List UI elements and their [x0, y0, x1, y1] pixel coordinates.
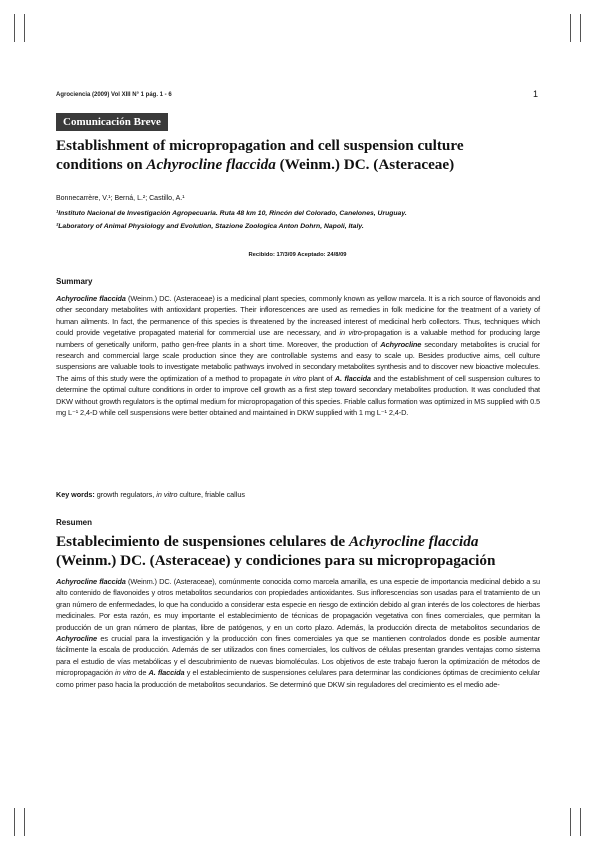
journal-header: Agrociencia (2009) Vol XIII N° 1 pág. 1 - 6	[56, 92, 172, 98]
keywords-pre: growth regulators,	[94, 490, 157, 499]
spanish-title-pre: Establecimiento de suspensiones celulares de	[56, 533, 349, 550]
crop-mark-bottom-right-v	[570, 808, 571, 836]
affiliation-2: ²Laboratory of Animal Physiology and Evolution, Stazione Zoologica Anton Dohrn, Napoli, Italy.	[56, 223, 364, 230]
spanish-title	[56, 532, 542, 570]
summary-text-4: plant of	[306, 373, 335, 383]
resumen-text-3: de	[136, 668, 149, 678]
title-post: (Weinm.) DC. (Asteraceae)	[275, 156, 455, 173]
affiliation-1: ¹Instituto Nacional de Investigación Agropecuaria. Ruta 48 km 10, Rincón del Colorado, Canelones, Uruguay.	[56, 210, 407, 217]
summary-text-2: -propagation is a valuable method for producing large numbers of genetically uniform, patho gen-free plants in a short time. Moreover, the production of	[56, 328, 540, 349]
crop-mark-top-left-v	[14, 14, 15, 42]
keywords-invitro: in vitro	[156, 490, 178, 499]
summary-heading: Summary	[56, 277, 93, 286]
crop-mark-top-right-v	[570, 14, 571, 42]
summary-text-1: (Weinm.) DC. (Asteraceae) is a medicinal plant species, commonly known as yellow marcela. It is a rich source of flavonoids and other secondary metabolites with antioxidant properties. Their inflorescences are used as remedies in folk medicine for the treatment of a variety of human ailments. In fact, the permanence of this species is threatened by the increased interest of medicinal herb collectors. Thus, techniques which could provide vegetative propagated material for commercial use are necessary, and	[56, 294, 540, 338]
received-accepted-dates: Recibido: 17/3/09 Aceptado: 24/8/09	[248, 252, 347, 258]
title-line-1: Establishment of micropropagation and cell suspension culture	[56, 137, 464, 154]
summary-invitro-1: in vitro	[339, 328, 362, 338]
crop-mark-bottom-left-v	[14, 808, 15, 836]
summary-text-3: secondary metabolites is crucial for research and commercial large scale production since they are controllable systems and easy to scale up. Besides productive aims, cell culture suspensions are valuable tools to investigate metabolic pathways involved in secondary metabolites synthesis and to discover new bioactive molecules. The aims of this study were the optimization of a method to propagate	[56, 339, 540, 383]
crop-mark-top-right-v2	[580, 14, 581, 42]
resumen-abbrev-species: A. flaccida	[148, 668, 185, 678]
resumen-species: Achyrocline flaccida	[56, 577, 126, 586]
article-type-badge: Comunicación Breve	[56, 113, 168, 131]
resumen-heading: Resumen	[56, 518, 93, 527]
resumen-paragraph	[56, 576, 540, 690]
summary-text-5: and the establishment of cell suspension cultures to determine the optimal culture conditions in order to improve cell growth as a first step toward secondary metabolites production. It was concluded that DKW without growth regulators is the optimal medium for micropropagation of this species. Friable callus formation was optimized in MS supplied with 0.5 mg L⁻¹ 2,4-D while cell suspensions were better obtained and maintained in DKW supplied with 1 mg L⁻¹ 2,4-D.	[56, 373, 540, 418]
resumen-invitro: in vitro	[115, 668, 137, 678]
crop-mark-bottom-left-v2	[24, 808, 25, 836]
crop-mark-top-left-v2	[24, 14, 25, 42]
spanish-title-species: Achyrocline flaccida	[348, 533, 479, 550]
title-line-2	[56, 155, 542, 174]
title-pre: conditions on	[56, 156, 147, 173]
title-species: Achyrocline flaccida	[146, 156, 276, 173]
page-number: 1	[532, 89, 538, 99]
article-title	[56, 136, 542, 174]
summary-abbrev-species: A. flaccida	[334, 373, 371, 383]
crop-mark-bottom-right-v2	[580, 808, 581, 836]
authors: Bonnecarrère, V.¹; Berná, L.²; Castillo, A.¹	[56, 195, 185, 202]
summary-species: Achyrocline flaccida	[56, 294, 126, 303]
resumen-genus: Achyrocline	[56, 634, 97, 644]
spanish-title-post: (Weinm.) DC. (Asteraceae) y condiciones para su micropropagación	[56, 552, 496, 569]
keywords-post: culture, friable callus	[177, 490, 245, 499]
summary-genus: Achyrocline	[380, 339, 422, 349]
summary-paragraph	[56, 293, 540, 418]
resumen-text-1: (Weinm.) DC. (Asteraceae), comúnmente conocida como marcela amarilla, es una especie de importancia medicinal debido a su alto contenido de flavonoides y otros metabolitos secundarios con propiedades antioxidantes. Sus inflorescencias son usadas para el tratamiento de un gran número de enfermedades, lo que ha conducido a considerar esta especie en riesgo de extinción debido al gran interés de los colectores de hierbas medicinales. Por esta razón, es muy importante el establecimiento de técnicas de propagación vegetativa con fines comerciales, que permitan la producción de un gran número de plantas, libre de patógenos, y en un corto plazo. Además, la producción directa de metabolitos secundarios de	[56, 577, 540, 632]
resumen-text-4: y el establecimiento de suspensiones celulares para determinar las condiciones óptimas de crecimiento celular como primer paso hacia la producción de metabolitos secundarios. Se determinó que DKW sin reguladores del crecimiento es el medio ade-	[56, 668, 540, 689]
resumen-text-2: es crucial para la investigación y la producción con fines comerciales ya que se mantienen controlados donde es posible aumentar fácilmente la escala de producción. Además de ser utilizados con fines comerciales, los cultivos de células presentan grandes ventajas como sistema para el estudio de vías metabólicas y el descubrimiento de nuevas biomoléculas. Los objetivos de este trabajo fueron la optimización de métodos de micropropagación	[56, 634, 540, 678]
summary-invitro-2: in vitro	[284, 373, 307, 383]
keywords	[56, 490, 245, 499]
keywords-label: Key words:	[56, 490, 95, 499]
